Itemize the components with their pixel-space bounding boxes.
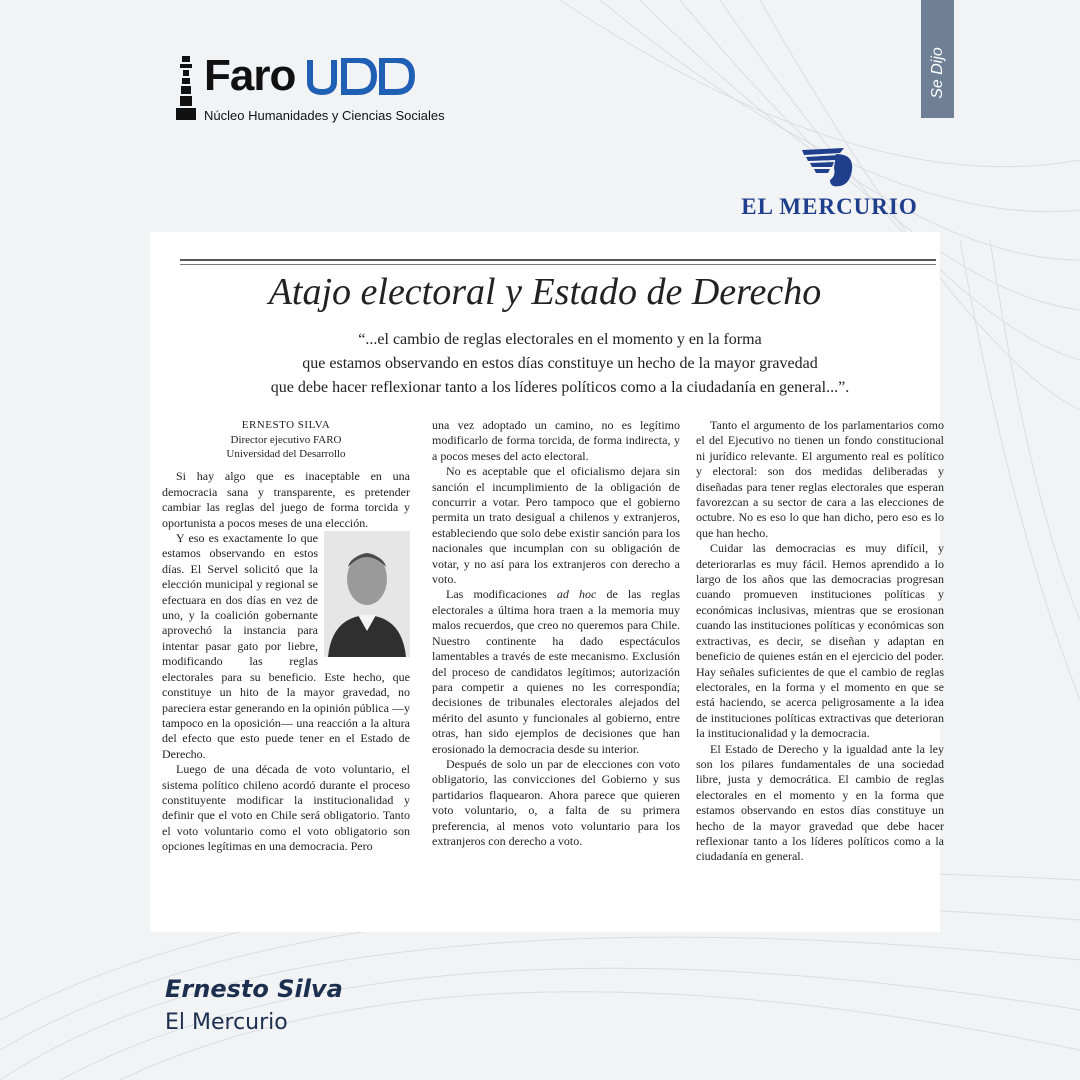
article-paragraph: Luego de una década de voto voluntario, el sistema político chileno acordó durante el proceso constituyente modificar la institucionalidad y definir que el voto en Chile será obligatorio. Tanto el voto voluntario como el voto obligatorio son opciones legítimas en una democracia. Pero [162, 762, 410, 854]
article-column-3 [696, 418, 944, 865]
el-mercurio-wordmark: EL MERCURIO [741, 194, 918, 219]
top-rule-thin [180, 264, 936, 265]
article-column-2 [432, 418, 680, 849]
article-paragraph: Las modificaciones ad hoc de las reglas electorales a última hora traen a la memoria muy malos recuerdos, que creo no queremos para Chile. Nuestro continente ha dado espectáculos lamentables a través de este mecanismo. Exclusión del proceso de candidatos legítimos; autorización para competir a quienes no les correspondía; decisiones de tribunales electorales alejados del mérito del asunto y funcionales al gobierno, entre otras, han sido ejemplos de decisiones que han erosionado la democracia desde su interior. [432, 587, 680, 756]
byline-role: Director ejecutivo FARO [230, 434, 342, 447]
article-paragraph: una vez adoptado un camino, no es legítimo modificarlo de forma torcida, de forma indirecta, y a pocos meses del acto electoral. [432, 418, 680, 463]
top-rule [180, 259, 936, 261]
article-paragraph: Tanto el argumento de los parlamentarios como el del Ejecutivo no tienen un fondo constitucional ni jurídico relevante. El argumento real es político y electoral: son dos medidas deliberadas y diseñadas para tener reglas electorales que esperan favorezcan a su sector de cara a las elecciones de octubre. No es eso lo que han dicho, pero eso es lo que han hecho. [696, 418, 944, 540]
faro-wordmark: Faro [204, 51, 296, 100]
byline [162, 418, 410, 461]
author-photo [324, 531, 410, 657]
byline-author: ERNESTO SILVA [241, 419, 331, 431]
newspaper-clipping [150, 232, 944, 932]
article-paragraph: Después de solo un par de elecciones con voto obligatorio, las convicciones del Gobierno y sus partidarios flaquearon. Ahora parece que quieren voto voluntario, o, a falta de su primera preferencia, al menos voto voluntario para los extranjeros con derecho a voto. [432, 756, 680, 848]
article-pull-quote [190, 328, 930, 400]
faro-udd-logo [176, 51, 445, 126]
section-tab [921, 0, 954, 118]
byline-institution: Universidad del Desarrollo [226, 448, 346, 461]
article-headline: Atajo electoral y Estado de Derecho [268, 271, 822, 313]
pull-quote-line: “...el cambio de reglas electorales en el momento y en la forma [358, 331, 762, 348]
faro-subtitle: Núcleo Humanidades y Ciencias Sociales [204, 108, 445, 123]
footer-publication: El Mercurio [165, 1010, 288, 1035]
article-paragraph: No es aceptable que el oficialismo dejara sin sanción el incumplimiento de la obligación de concurrir a votar. Pero tampoco que el gobierno permita un trato desigual a chilenos y extranjeros, estableciendo que solo debe existir sanción para los nacionales que incumplan con su obligación de votar, y no así para los extranjeros con derecho a voto. [432, 464, 680, 587]
article-column-1 [162, 418, 410, 855]
udd-logo-mark [306, 58, 416, 96]
footer-author: Ernesto Silva [165, 975, 343, 1003]
article-paragraph: Cuidar las democracias es muy difícil, y deteriorarlas es muy fácil. Hemos aprendido a lo largo de los años que las democracias progresan cuando promueven instituciones políticas y económicas inclusivas, mientras que se erosionan cuando las instituciones políticas y económicas son extractivas, es decir, se diseñan y adaptan en beneficio de quienes están en el ejercicio del poder. Hay señales suficientes de que el cambio de reglas electorales, en la forma y el momento en que se está haciendo, se acerca peligrosamente a la idea de instituciones políticas extractivas que deterioran la institucionalidad y la democracia. [696, 541, 944, 741]
section-tab-label: Se Dijo [928, 47, 946, 99]
article-paragraph: Y eso es exactamente lo que estamos observando en estos días. El Servel solicitó que la elección municipal y regional se efectuara en dos días en vez de uno, y la coalición gobernante aprovechó la instancia para intentar pasar gato por liebre, modificando las reglas electorales para su beneficio. Este hecho, que constituye un hito de la mayor gravedad, no pareciera estar generando en la opinión pública —y tampoco en la oposición— una reacción a la altura del efecto que esto puede tener en el Estado de Derecho. [162, 531, 410, 761]
el-mercurio-logo [722, 146, 937, 220]
lighthouse-icon [176, 56, 200, 122]
pull-quote-line: que estamos observando en estos días constituye un hecho de la mayor gravedad [302, 355, 818, 372]
article-paragraph: Si hay algo que es inaceptable en una democracia sana y transparente, es pretender cambiar las reglas del juego de forma torcida y oportunista a pocos meses de una elección. [162, 469, 410, 530]
mercury-head-icon [800, 146, 860, 192]
article-paragraph: El Estado de Derecho y la igualdad ante la ley son los pilares fundamentales de una sociedad libre, justa y democrática. El cambio de reglas electorales en el momento y en la forma que estamos observando en estos días constituye un hecho de la mayor gravedad que debe hacer reflexionar tanto a los líderes políticos como a la ciudadanía en general. [696, 741, 944, 864]
pull-quote-line: que debe hacer reflexionar tanto a los líderes políticos como a la ciudadanía en general...”. [270, 379, 850, 396]
